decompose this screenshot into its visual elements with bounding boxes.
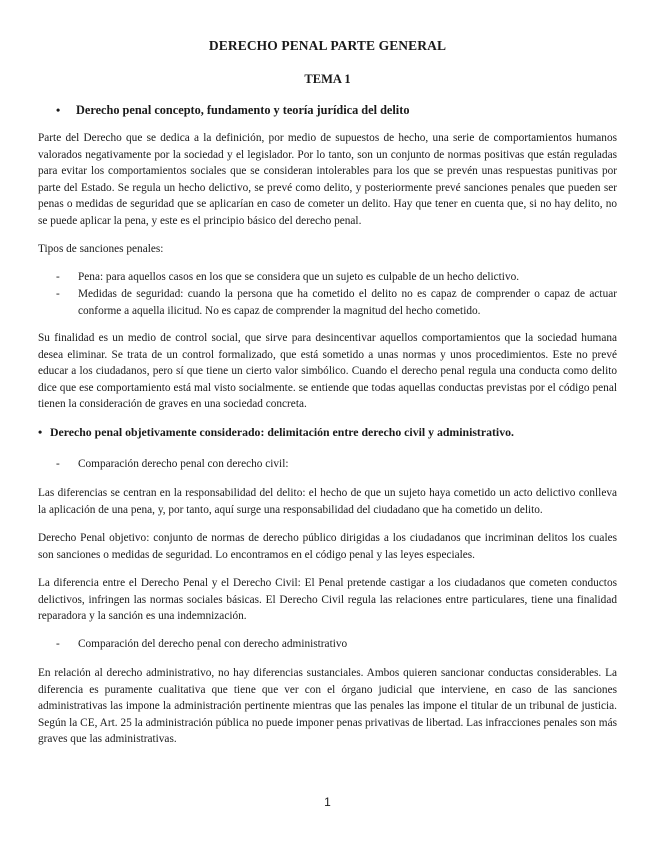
dash-icon: - <box>56 638 60 650</box>
list-item-text: Pena: para aquellos casos en los que se considera que un sujeto es culpable de un hecho delictivo. <box>78 271 520 283</box>
document-subtitle: TEMA 1 <box>304 72 351 86</box>
sub-heading-administrativo <box>56 636 617 653</box>
bullet-icon: • <box>38 425 43 439</box>
paragraph-definition: Parte del Derecho que se dedica a la definición, por medio de supuestos de hecho, una serie de comportamientos humanos valorados negativamente por la sociedad y el legislador. Por lo tanto, son un conjunto de normas positivas que están reguladas para evitar los comportamientos sociales que se consideran intolerables para los que se prevén unas respuestas punitivas por parte del Estado. Se regula un hecho delictivo, se prevé como delito, y posteriormente prevé sanciones penales que pueden ser penas o medidas de seguridad que se aplicarían en caso de cometer un delito. Hay que tener en cuenta que, si no hay delito, no se puede aplicar la pena, y este es el principio básico del derecho penal. <box>38 132 617 227</box>
section-heading-2-text: Derecho penal objetivamente considerado: delimitación entre derecho civil y administrativo. <box>50 425 514 439</box>
sub-heading-civil-text: Comparación derecho penal con derecho civil: <box>78 458 289 470</box>
paragraph-penal-civil: La diferencia entre el Derecho Penal y el Derecho Civil: El Penal pretende castigar a los ciudadanos que cometen conductos delictivos, infringen las normas sociales básicas. El Derecho Civil regula las relaciones entre particulares, tiene una finalidad reparadora y la sanción es una indemnización. <box>38 577 617 622</box>
list-item-text: Medidas de seguridad: cuando la persona que ha cometido el delito no es capaz de comprender o capaz de actuar conforme a aquella ilicitud. No es capaz de comprender la magnitud del hecho cometido. <box>78 288 617 317</box>
paragraph-diferencias: Las diferencias se centran en la responsabilidad del delito: el hecho de que un sujeto haya cometido un acto delictivo conlleva la aplicación de una pena, y, por tanto, aquí surge una responsabilidad del ciudadano que ha cometido un delito. <box>38 487 617 516</box>
dash-icon: - <box>56 458 60 470</box>
dash-icon: - <box>56 271 60 283</box>
list-item <box>56 269 617 286</box>
paragraph-objetivo: Derecho Penal objetivo: conjunto de normas de derecho público dirigidas a los ciudadanos que incriminan delitos los cuales son sanciones o medidas de seguridad. Lo encontramos en el código penal y las leyes especiales. <box>38 532 617 561</box>
dash-icon: - <box>56 288 60 300</box>
section-heading-1-text: Derecho penal concepto, fundamento y teoría jurídica del delito <box>76 103 410 117</box>
section-heading-2 <box>38 425 617 440</box>
document-title: DERECHO PENAL PARTE GENERAL <box>208 38 447 53</box>
sub-heading-administrativo-text: Comparación del derecho penal con derecho administrativo <box>78 638 348 650</box>
paragraph-tipos: Tipos de sanciones penales: <box>38 243 164 255</box>
page-number: 1 <box>324 795 331 809</box>
paragraph-finalidad: Su finalidad es un medio de control social, que sirve para desincentivar aquellos comportamientos que la sociedad humana desea eliminar. Se trata de un control formalizado, que está sometido a unas normas y unos procedimientos. Este no prevé educar a los ciudadanos, pero sí que tiene un cierto valor simbólico. Cuando el derecho penal regula una conducta como delito dice que ese comportamiento está mal visto socialmente. se entiende que todas aquellas conductas previstas por el código penal tienen la consideración de graves en una sociedad concreta. <box>38 332 617 410</box>
paragraph-administrativo: En relación al derecho administrativo, no hay diferencias sustanciales. Ambos quieren sancionar conductas considerables. La diferencia es puramente cualitativa que tiene que ver con el órgano judicial que interviene, en caso de las sanciones administrativas las impone la administración pertinente mientras que las penales las impone el titular de un tribunal de justicia. Según la CE, Art. 25 la administración pública no puede imponer penas privativas de libertad. Las infracciones penales son más graves que las administrativas. <box>38 667 617 745</box>
list-item <box>56 286 617 319</box>
section-heading-1 <box>56 103 617 118</box>
bullet-icon: • <box>56 103 61 117</box>
sub-heading-civil <box>56 456 617 473</box>
